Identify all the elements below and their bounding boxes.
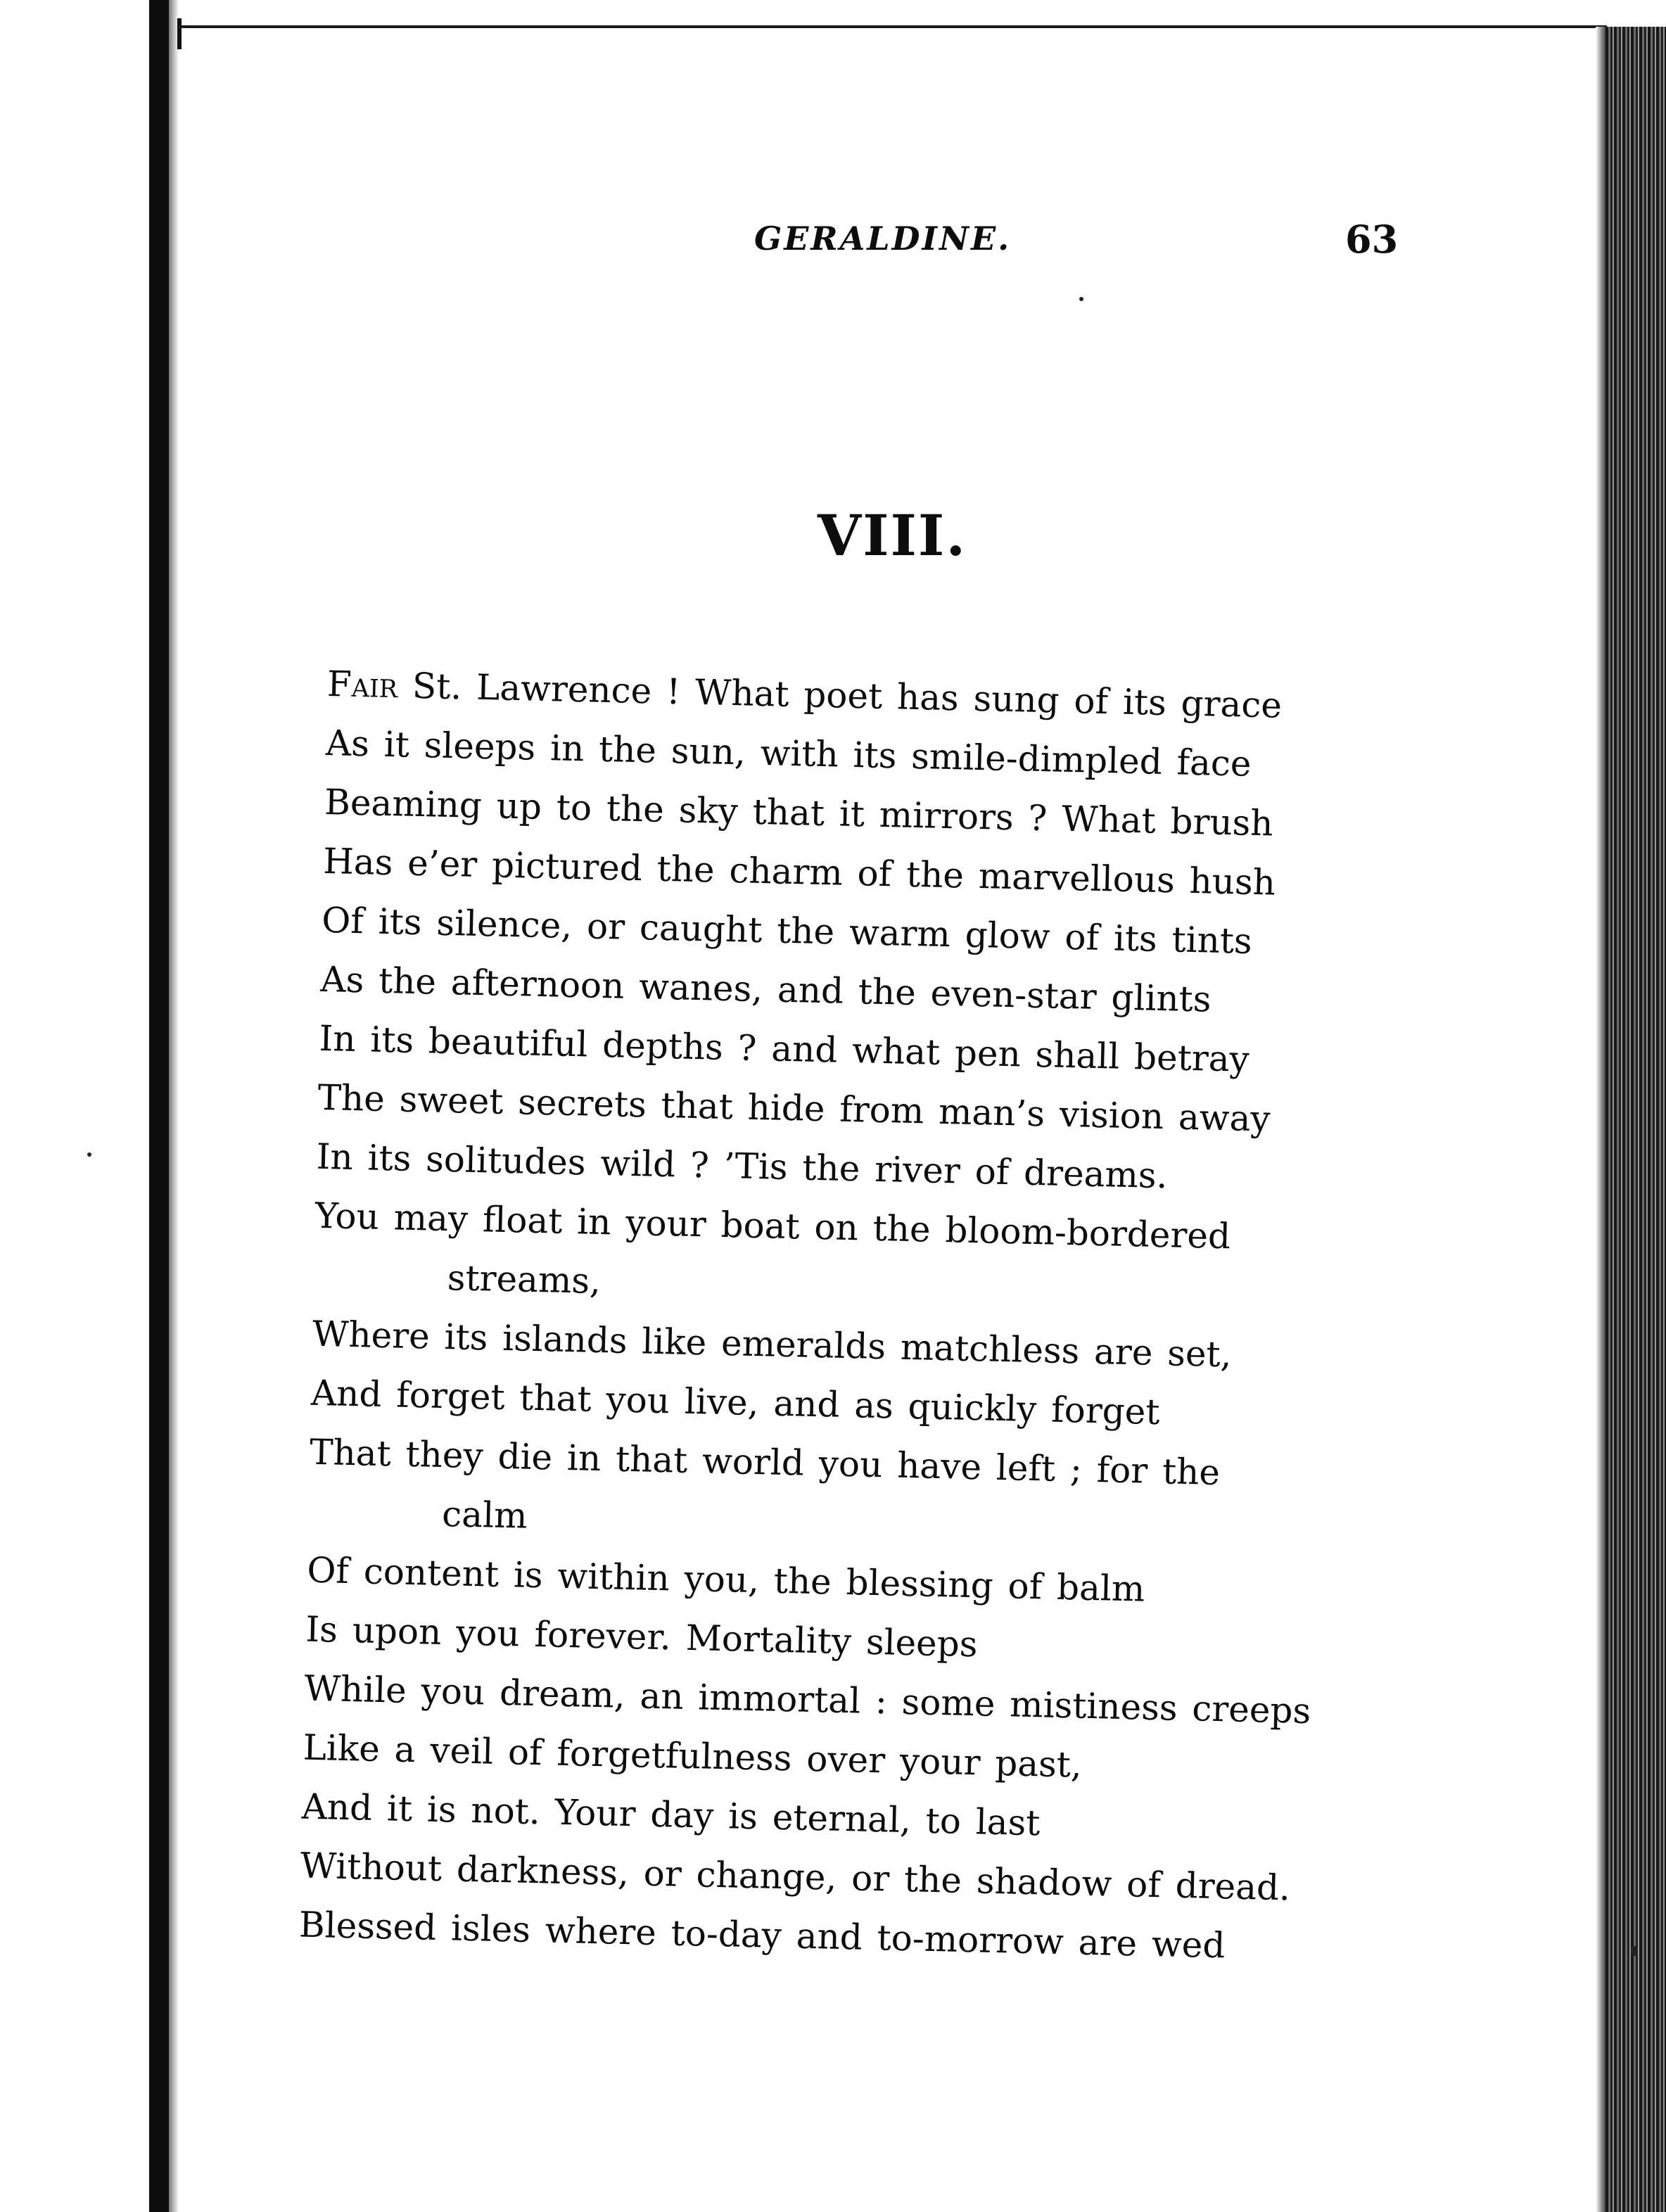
poem-line: And it is not. Your day is eternal, to last [301, 1786, 1041, 1844]
running-title: GERALDINE. [754, 220, 1012, 258]
scan-speck [1079, 297, 1083, 301]
scan-speck [87, 1152, 91, 1157]
poem-line: And forget that you live, and as quickly forget [310, 1372, 1161, 1433]
poem-line: While you dream, an immortal : some mistiness creeps [303, 1667, 1311, 1732]
poem-line: As the afternoon wanes, and the even-star glints [319, 958, 1212, 1020]
binding-gutter-shadow [149, 0, 169, 2212]
opening-word: Fair [326, 663, 398, 706]
page-left-margin [0, 0, 21, 2212]
poem-line: Where its islands like emeralds matchless are set, [312, 1313, 1233, 1375]
scan-tick-mark [177, 18, 182, 49]
poem-line: That they die in that world you have left ; for the [309, 1431, 1221, 1494]
poem-line: Has e’er pictured the charm of the marvellous hush [322, 840, 1276, 903]
page-stack-edge [1605, 27, 1666, 2212]
scan-speck [1631, 1946, 1638, 1956]
poem-line-text: St. Lawrence ! What poet has sung of its grace [397, 665, 1283, 726]
poem-line: Blessed isles where to-day and to-morrow are wed [298, 1904, 1226, 1966]
poem-line: Is upon you forever. Mortality sleeps [305, 1608, 979, 1665]
poem-line: Beaming up to the sky that it mirrors ? What brush [324, 781, 1274, 844]
poem-line: In its solitudes wild ? ’Tis the river of dreams. [316, 1136, 1169, 1197]
poem-line: As it sleeps in the sun, with its smile-dimpled face [325, 722, 1252, 784]
poem-line: In its beautiful depths ? and what pen shall betray [318, 1017, 1250, 1080]
poem-line: Like a veil of forgetfulness over your past, [303, 1727, 1083, 1786]
poem-line: You may float in your boat on the bloom-bordered [314, 1195, 1231, 1257]
poem-line-continuation: calm [441, 1494, 528, 1537]
poem-line: Of content is within you, the blessing of balm [306, 1549, 1145, 1610]
poem-line: The sweet secrets that hide from man’s vision away [317, 1076, 1271, 1140]
page-number: 63 [1345, 217, 1399, 262]
gutter-fade [169, 0, 179, 2212]
poem-body [298, 654, 1425, 1979]
poem-line: Of its silence, or caught the warm glow of its tints [321, 899, 1253, 962]
section-heading: VIII. [818, 502, 967, 568]
page-top-edge [179, 25, 1607, 28]
poem-line: Without darkness, or change, or the shadow of dread. [300, 1845, 1291, 1909]
poem-line-continuation: streams, [447, 1257, 602, 1302]
